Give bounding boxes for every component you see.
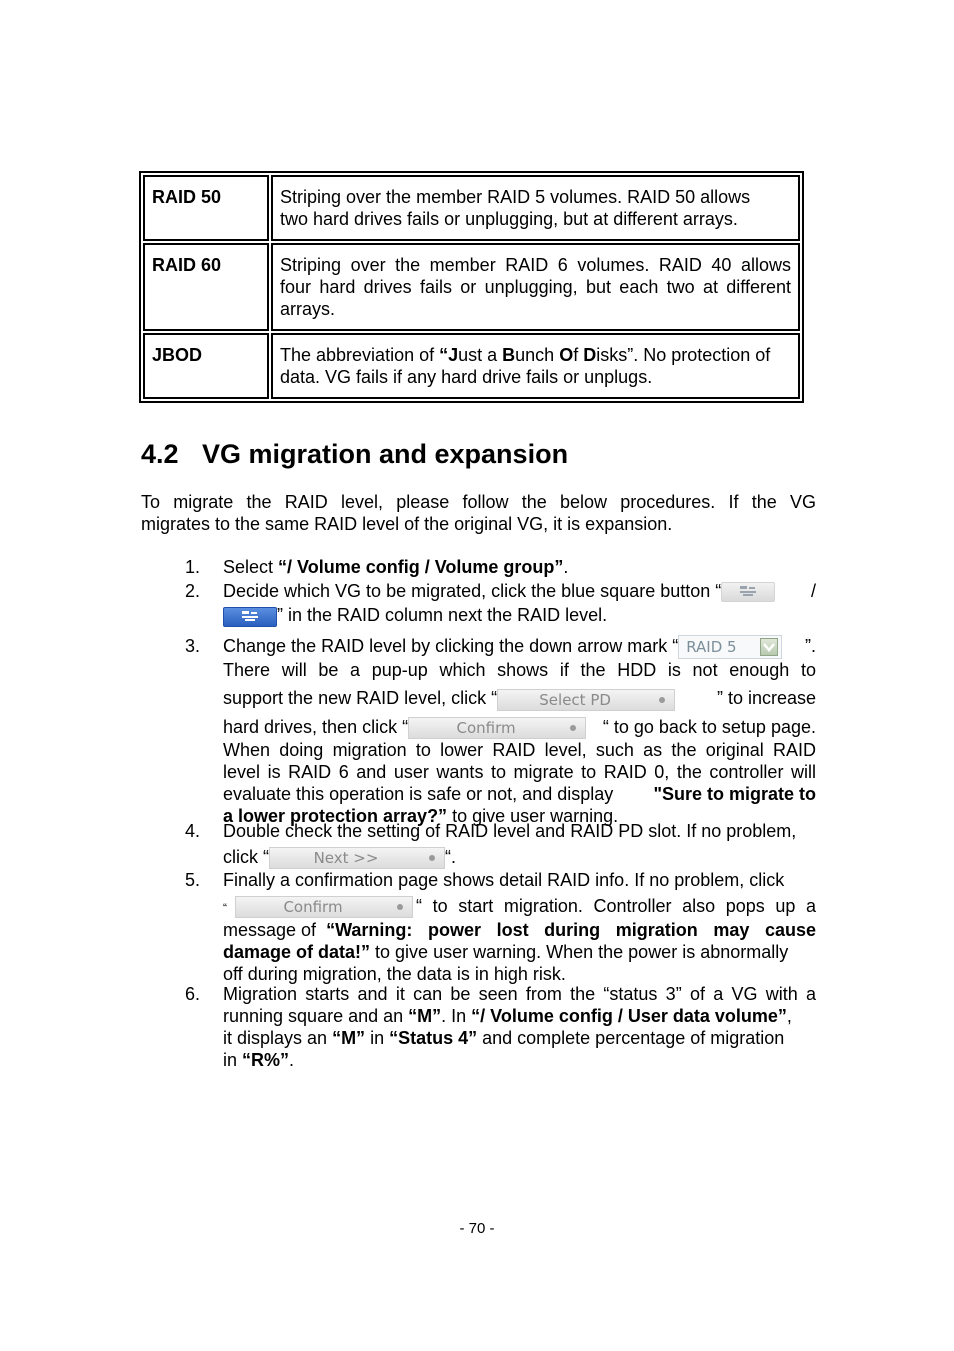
bold-text: “M”: [408, 1006, 442, 1026]
text: “ to start migration. Controller also pops up a: [416, 896, 816, 916]
step-line: [223, 846, 823, 869]
step-line: [223, 1005, 816, 1027]
step-number: 2.: [185, 581, 201, 601]
step-text: [223, 869, 816, 985]
warning-text: a lower protection array?”: [223, 805, 448, 826]
warning-text: “Warning: power lost during migration may cause: [326, 920, 816, 940]
desc-line: Striping over the member RAID 6 volumes. RAID 40 allows: [280, 255, 791, 275]
intro-paragraph: [141, 491, 816, 535]
bold-text: “R%”: [242, 1050, 290, 1070]
text: . In: [441, 1006, 472, 1026]
select-pd-button[interactable]: [497, 689, 675, 711]
text: it displays an: [223, 1028, 333, 1048]
button-label: Confirm: [456, 718, 516, 737]
desc-line: four hard drives fails or unplugging, but each two at different: [280, 277, 791, 297]
dropdown-arrow-icon[interactable]: [760, 638, 778, 656]
raid-level-select[interactable]: [678, 635, 782, 659]
text: Select: [223, 557, 279, 577]
step-line: When doing migration to lower RAID level, such as the original RAID: [223, 739, 816, 760]
text: support the new RAID level, click “: [223, 688, 498, 709]
text: ” in the RAID column next the RAID level.: [277, 605, 608, 626]
text: click “: [223, 847, 269, 867]
desc-line: arrays.: [280, 299, 336, 319]
intro-line: migrates to the same RAID level of the original VG, it is expansion.: [141, 514, 673, 534]
text: to give user warning. When the power is abnormally: [370, 942, 789, 962]
raid-name-cell: RAID 50: [143, 175, 269, 241]
raid-name-cell: RAID 60: [143, 243, 269, 331]
confirm-button[interactable]: [235, 896, 413, 918]
desc-text: Striping over the member RAID 5 volumes. RAID 50 allows: [280, 187, 751, 207]
desc-text: unch: [515, 345, 560, 365]
desc-bold: D: [583, 345, 597, 365]
text: message of: [223, 920, 317, 940]
text: in: [365, 1028, 390, 1048]
step-number: 1.: [185, 557, 201, 577]
desc-line: [280, 344, 791, 366]
step-line: Migration starts and it can be seen from the “status 3” of a VG with a: [223, 984, 816, 1004]
step-line: [223, 783, 816, 805]
menu-path: “/ Volume config / Volume group”: [278, 557, 564, 577]
vg-migrate-icon-blue[interactable]: [223, 607, 277, 627]
desc-bold: O: [559, 345, 574, 365]
text: ” to increase: [716, 688, 816, 709]
raid-desc-cell: [271, 175, 800, 241]
step-line: [223, 1049, 816, 1071]
desc-text: The abbreviation of: [280, 345, 440, 365]
table-row: [143, 333, 800, 399]
text: “: [223, 901, 227, 915]
step-line: [223, 941, 816, 963]
next-button[interactable]: [269, 847, 445, 869]
text: /: [810, 581, 816, 601]
step-line: [223, 1027, 816, 1049]
section-number: 4.2: [141, 439, 179, 469]
raid-level-table: [139, 171, 804, 403]
confirm-button[interactable]: [408, 717, 586, 739]
text: ,: [786, 1006, 792, 1026]
desc-line: two hard drives fails or unplugging, but at different arrays.: [280, 209, 738, 229]
desc-line: [280, 186, 791, 208]
text: “ to go back to setup page.: [602, 716, 816, 737]
step-text: [223, 983, 816, 1071]
desc-bold: “J: [439, 345, 459, 365]
step-line: [223, 556, 816, 578]
step-text: [223, 580, 816, 627]
raid-name-cell: JBOD: [143, 333, 269, 399]
table-row: [143, 243, 800, 331]
bullet-icon: [570, 725, 576, 731]
select-value: RAID 5: [686, 638, 737, 657]
desc-line: data. VG fails if any hard drive fails or unplugs.: [280, 367, 653, 387]
desc-text: isks”: [596, 345, 634, 365]
text: and complete percentage of migration: [477, 1028, 785, 1048]
table-row: [143, 175, 800, 241]
text: ”.: [805, 636, 816, 656]
button-label: Next >>: [313, 849, 379, 868]
text: running square and an: [223, 1006, 409, 1026]
step-line: There will be a pup-up which shows if the HDD is not enough to: [223, 660, 816, 681]
step-line: [223, 635, 816, 659]
step-number: 5.: [185, 870, 201, 890]
vg-migrate-icon-gray[interactable]: [721, 582, 775, 602]
desc-bold: B: [502, 345, 516, 365]
step-line: off during migration, the data is in high risk.: [223, 964, 566, 984]
step-text: [223, 635, 816, 827]
warning-text: damage of data!”: [223, 942, 371, 962]
button-label: Select PD: [539, 690, 611, 709]
step-number: 6.: [185, 984, 201, 1004]
warning-text: "Sure to migrate to: [653, 783, 816, 804]
bullet-icon: [397, 904, 403, 910]
step-line: [223, 895, 816, 919]
step-line: [223, 919, 816, 941]
text: hard drives, then click “: [223, 716, 409, 737]
text: Change the RAID level by clicking the down arrow mark “: [223, 636, 679, 656]
text: .: [289, 1050, 295, 1070]
intro-text: To migrate the RAID level, please follow the below procedures. If the VG: [141, 492, 816, 512]
step-line: [223, 716, 816, 739]
step-line: Finally a confirmation page shows detail RAID info. If no problem, click: [223, 870, 785, 890]
intro-line: [141, 491, 816, 513]
desc-text: f: [573, 345, 584, 365]
menu-path: “/ Volume config / User data volume”: [471, 1006, 787, 1026]
step-number: 4.: [185, 821, 201, 841]
step-line: [223, 604, 816, 626]
step-line: Double check the setting of RAID level and RAID PD slot. If no problem,: [223, 821, 797, 841]
step-text: [223, 556, 816, 578]
bullet-icon: [429, 855, 435, 861]
step-line: [223, 580, 816, 602]
button-label: Confirm: [283, 898, 343, 917]
text: “.: [445, 847, 456, 867]
bold-text: “Status 4”: [389, 1028, 478, 1048]
bullet-icon: [659, 697, 665, 703]
text: Decide which VG to be migrated, click the blue square button “: [223, 581, 722, 601]
raid-desc-cell: [271, 243, 800, 331]
step-text: [223, 820, 823, 869]
bold-text: “M”: [332, 1028, 366, 1048]
text: to give user warning.: [447, 805, 619, 826]
text: .: [563, 557, 569, 577]
step-number: 3.: [185, 636, 201, 656]
section-heading: [141, 436, 568, 472]
section-title: VG migration and expansion: [202, 439, 569, 469]
text: evaluate this operation is safe or not, and display: [223, 783, 614, 804]
step-line: [223, 687, 816, 710]
raid-desc-cell: [271, 333, 800, 399]
text: in: [223, 1050, 243, 1070]
page-number: - 70 -: [459, 1220, 495, 1237]
desc-text: . No protection of: [633, 345, 771, 365]
step-line: level is RAID 6 and user wants to migrate to RAID 0, the controller will: [223, 761, 816, 782]
desc-text: ust a: [458, 345, 503, 365]
